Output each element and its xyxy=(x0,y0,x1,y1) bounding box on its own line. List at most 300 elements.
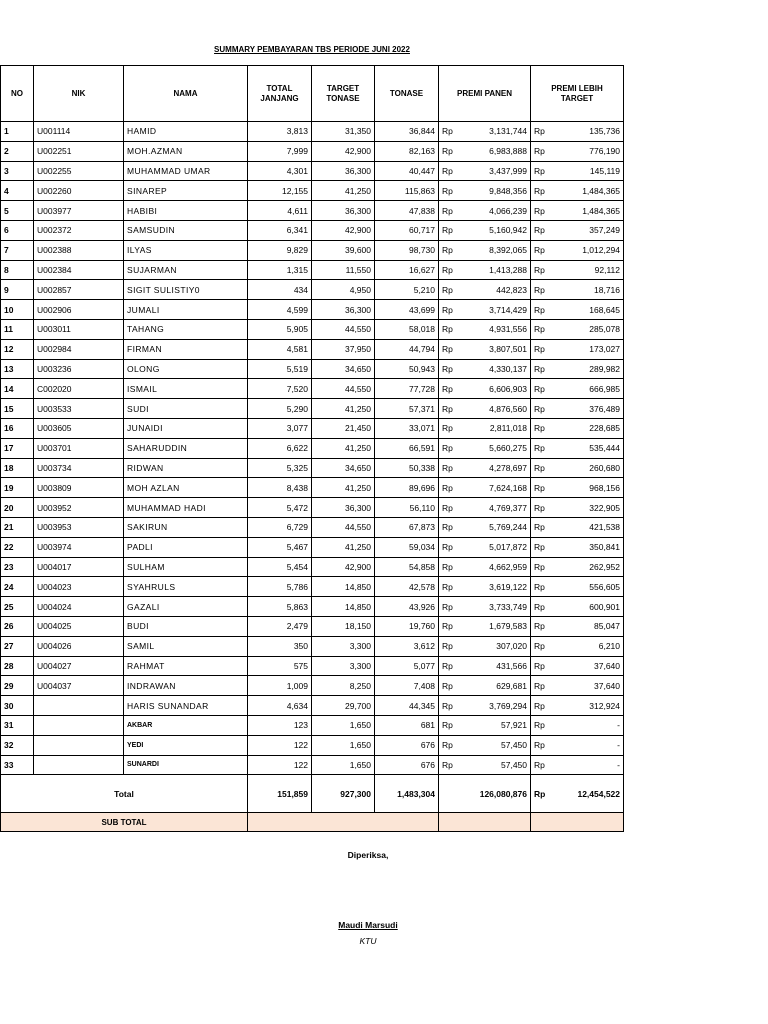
row-total-janjang: 5,905 xyxy=(248,319,312,339)
table-row xyxy=(1,319,624,339)
row-tonase: 67,873 xyxy=(375,517,439,537)
row-premi-lebih-target: 600,901 xyxy=(561,597,624,617)
row-total-janjang: 4,599 xyxy=(248,300,312,320)
row-premi-panen-currency: Rp xyxy=(439,399,469,419)
row-premi-panen: 4,662,959 xyxy=(469,557,531,577)
row-total-janjang: 7,520 xyxy=(248,379,312,399)
row-target-tonase: 42,900 xyxy=(312,557,375,577)
row-no: 27 xyxy=(1,636,34,656)
row-target-tonase: 41,250 xyxy=(312,537,375,557)
row-tonase: 77,728 xyxy=(375,379,439,399)
row-premi-panen: 8,392,065 xyxy=(469,240,531,260)
row-nik: U001114 xyxy=(34,122,124,142)
row-nik: U003977 xyxy=(34,201,124,221)
row-premi-panen: 431,566 xyxy=(469,656,531,676)
row-tonase: 59,034 xyxy=(375,537,439,557)
row-premi-panen-currency: Rp xyxy=(439,498,469,518)
row-premi-panen: 9,848,356 xyxy=(469,181,531,201)
row-total-janjang: 4,634 xyxy=(248,696,312,716)
row-tonase: 36,844 xyxy=(375,122,439,142)
row-nik: U003605 xyxy=(34,418,124,438)
row-premi-panen-currency: Rp xyxy=(439,280,469,300)
row-nama: OLONG xyxy=(124,359,248,379)
row-premi-panen: 4,769,377 xyxy=(469,498,531,518)
row-premi-lebih-currency: Rp xyxy=(531,458,561,478)
total-target-tonase: 927,300 xyxy=(312,775,375,813)
row-total-janjang: 434 xyxy=(248,280,312,300)
row-target-tonase: 34,650 xyxy=(312,458,375,478)
total-label: Total xyxy=(1,775,248,813)
row-tonase: 56,110 xyxy=(375,498,439,518)
row-nik: U004037 xyxy=(34,676,124,696)
row-tonase: 50,943 xyxy=(375,359,439,379)
row-nama: MUHAMMAD HADI xyxy=(124,498,248,518)
row-premi-lebih-currency: Rp xyxy=(531,636,561,656)
row-total-janjang: 2,479 xyxy=(248,616,312,636)
row-premi-panen-currency: Rp xyxy=(439,260,469,280)
row-total-janjang: 6,622 xyxy=(248,438,312,458)
row-nama: JUNAIDI xyxy=(124,418,248,438)
row-nik: U003533 xyxy=(34,399,124,419)
report-title: SUMMARY PEMBAYARAN TBS PERIODE JUNI 2022 xyxy=(214,45,410,54)
table-row xyxy=(1,220,624,240)
row-premi-lebih-target: 357,249 xyxy=(561,220,624,240)
row-premi-panen: 57,450 xyxy=(469,755,531,775)
row-premi-panen-currency: Rp xyxy=(439,300,469,320)
table-row xyxy=(1,557,624,577)
table-row xyxy=(1,240,624,260)
row-nama: YEDI xyxy=(124,735,248,755)
row-target-tonase: 14,850 xyxy=(312,597,375,617)
row-tonase: 7,408 xyxy=(375,676,439,696)
table-row xyxy=(1,597,624,617)
row-premi-panen-currency: Rp xyxy=(439,438,469,458)
row-target-tonase: 21,450 xyxy=(312,418,375,438)
row-premi-panen-currency: Rp xyxy=(439,339,469,359)
row-nama: SAMIL xyxy=(124,636,248,656)
row-total-janjang: 12,155 xyxy=(248,181,312,201)
row-target-tonase: 4,950 xyxy=(312,280,375,300)
row-tonase: 42,578 xyxy=(375,577,439,597)
row-no: 13 xyxy=(1,359,34,379)
row-premi-lebih-target: 260,680 xyxy=(561,458,624,478)
row-premi-lebih-target: 37,640 xyxy=(561,656,624,676)
row-premi-panen-currency: Rp xyxy=(439,755,469,775)
row-premi-lebih-currency: Rp xyxy=(531,300,561,320)
row-premi-panen: 5,769,244 xyxy=(469,517,531,537)
row-premi-lebih-currency: Rp xyxy=(531,220,561,240)
row-premi-panen-currency: Rp xyxy=(439,122,469,142)
row-nik: U003953 xyxy=(34,517,124,537)
row-premi-panen-currency: Rp xyxy=(439,458,469,478)
row-premi-panen-currency: Rp xyxy=(439,676,469,696)
row-premi-panen-currency: Rp xyxy=(439,577,469,597)
row-tonase: 44,345 xyxy=(375,696,439,716)
row-total-janjang: 4,611 xyxy=(248,201,312,221)
row-no: 29 xyxy=(1,676,34,696)
row-no: 23 xyxy=(1,557,34,577)
row-premi-lebih-target: 145,119 xyxy=(561,161,624,181)
row-total-janjang: 575 xyxy=(248,656,312,676)
row-nik: U002255 xyxy=(34,161,124,181)
row-premi-lebih-currency: Rp xyxy=(531,260,561,280)
table-row xyxy=(1,696,624,716)
row-premi-lebih-currency: Rp xyxy=(531,696,561,716)
row-premi-lebih-target: 6,210 xyxy=(561,636,624,656)
row-nama: MUHAMMAD UMAR xyxy=(124,161,248,181)
row-premi-lebih-target: 376,489 xyxy=(561,399,624,419)
table-row xyxy=(1,537,624,557)
row-nama: BUDI xyxy=(124,616,248,636)
row-premi-lebih-target: 262,952 xyxy=(561,557,624,577)
row-premi-panen-currency: Rp xyxy=(439,240,469,260)
row-target-tonase: 41,250 xyxy=(312,399,375,419)
row-tonase: 58,018 xyxy=(375,319,439,339)
row-premi-panen-currency: Rp xyxy=(439,478,469,498)
row-nama: SAMSUDIN xyxy=(124,220,248,240)
row-no: 10 xyxy=(1,300,34,320)
row-total-janjang: 5,325 xyxy=(248,458,312,478)
total-premi-lebih: 12,454,522 xyxy=(561,775,624,813)
row-nik: U004027 xyxy=(34,656,124,676)
row-premi-panen: 7,624,168 xyxy=(469,478,531,498)
row-premi-lebih-currency: Rp xyxy=(531,399,561,419)
row-nama: RAHMAT xyxy=(124,656,248,676)
row-tonase: 676 xyxy=(375,735,439,755)
row-target-tonase: 42,900 xyxy=(312,141,375,161)
row-nik: U003734 xyxy=(34,458,124,478)
row-nik: U002388 xyxy=(34,240,124,260)
row-nik: U002906 xyxy=(34,300,124,320)
row-nama: HAMID xyxy=(124,122,248,142)
row-no: 21 xyxy=(1,517,34,537)
table-row xyxy=(1,379,624,399)
row-no: 32 xyxy=(1,735,34,755)
row-premi-lebih-currency: Rp xyxy=(531,161,561,181)
row-no: 30 xyxy=(1,696,34,716)
row-target-tonase: 36,300 xyxy=(312,201,375,221)
row-nama: SIGIT SULISTIY0 xyxy=(124,280,248,300)
row-nama: JUMALI xyxy=(124,300,248,320)
row-target-tonase: 29,700 xyxy=(312,696,375,716)
row-tonase: 5,210 xyxy=(375,280,439,300)
row-target-tonase: 41,250 xyxy=(312,181,375,201)
row-total-janjang: 5,290 xyxy=(248,399,312,419)
table-row xyxy=(1,260,624,280)
row-nama: HARIS SUNANDAR xyxy=(124,696,248,716)
row-premi-lebih-currency: Rp xyxy=(531,735,561,755)
row-premi-panen-currency: Rp xyxy=(439,141,469,161)
row-nik: U002384 xyxy=(34,260,124,280)
row-nama: MOH AZLAN xyxy=(124,478,248,498)
row-nama: AKBAR xyxy=(124,715,248,735)
row-no: 31 xyxy=(1,715,34,735)
row-total-janjang: 122 xyxy=(248,735,312,755)
row-nama: PADLI xyxy=(124,537,248,557)
row-no: 24 xyxy=(1,577,34,597)
row-target-tonase: 18,150 xyxy=(312,616,375,636)
row-premi-panen-currency: Rp xyxy=(439,181,469,201)
row-premi-panen-currency: Rp xyxy=(439,636,469,656)
row-tonase: 681 xyxy=(375,715,439,735)
row-premi-panen: 5,017,872 xyxy=(469,537,531,557)
row-premi-lebih-target: 776,190 xyxy=(561,141,624,161)
header-tonase: TONASE xyxy=(375,66,439,122)
row-no: 15 xyxy=(1,399,34,419)
row-nik xyxy=(34,696,124,716)
subtotal-empty-a xyxy=(248,813,439,832)
row-premi-lebih-currency: Rp xyxy=(531,201,561,221)
row-target-tonase: 44,550 xyxy=(312,379,375,399)
row-premi-lebih-target: 85,047 xyxy=(561,616,624,636)
row-premi-panen-currency: Rp xyxy=(439,220,469,240)
row-nik: U004017 xyxy=(34,557,124,577)
row-nik: C002020 xyxy=(34,379,124,399)
total-premi-panen: 126,080,876 xyxy=(439,775,531,813)
row-tonase: 5,077 xyxy=(375,656,439,676)
table-row xyxy=(1,636,624,656)
row-premi-panen-currency: Rp xyxy=(439,359,469,379)
row-total-janjang: 123 xyxy=(248,715,312,735)
row-no: 28 xyxy=(1,656,34,676)
subtotal-label: SUB TOTAL xyxy=(1,813,248,832)
row-nama: MOH.AZMAN xyxy=(124,141,248,161)
row-nik: U002260 xyxy=(34,181,124,201)
row-premi-panen: 2,811,018 xyxy=(469,418,531,438)
row-target-tonase: 1,650 xyxy=(312,755,375,775)
row-premi-panen-currency: Rp xyxy=(439,557,469,577)
row-premi-lebih-currency: Rp xyxy=(531,597,561,617)
header-no: NO xyxy=(1,66,34,122)
row-premi-panen-currency: Rp xyxy=(439,696,469,716)
row-premi-lebih-target: 312,924 xyxy=(561,696,624,716)
row-nik xyxy=(34,735,124,755)
row-nik xyxy=(34,755,124,775)
row-nama: SAKIRUN xyxy=(124,517,248,537)
table-row xyxy=(1,755,624,775)
row-target-tonase: 3,300 xyxy=(312,656,375,676)
row-total-janjang: 5,472 xyxy=(248,498,312,518)
row-premi-lebih-currency: Rp xyxy=(531,438,561,458)
header-nama: NAMA xyxy=(124,66,248,122)
row-premi-lebih-currency: Rp xyxy=(531,418,561,438)
row-no: 5 xyxy=(1,201,34,221)
table-row xyxy=(1,280,624,300)
table-row xyxy=(1,201,624,221)
row-premi-panen: 4,066,239 xyxy=(469,201,531,221)
row-premi-lebih-target: 350,841 xyxy=(561,537,624,557)
row-nama: RIDWAN xyxy=(124,458,248,478)
table-row xyxy=(1,656,624,676)
row-nik: U004024 xyxy=(34,597,124,617)
row-premi-panen-currency: Rp xyxy=(439,597,469,617)
row-premi-panen: 3,619,122 xyxy=(469,577,531,597)
row-premi-lebih-currency: Rp xyxy=(531,141,561,161)
signer-position: KTU xyxy=(359,936,377,946)
row-total-janjang: 6,729 xyxy=(248,517,312,537)
signer-name: Maudi Marsudi xyxy=(338,920,398,930)
row-premi-lebih-target: 1,012,294 xyxy=(561,240,624,260)
row-premi-panen: 442,823 xyxy=(469,280,531,300)
row-target-tonase: 31,350 xyxy=(312,122,375,142)
row-target-tonase: 37,950 xyxy=(312,339,375,359)
row-premi-panen: 4,278,697 xyxy=(469,458,531,478)
row-premi-lebih-currency: Rp xyxy=(531,557,561,577)
row-total-janjang: 7,999 xyxy=(248,141,312,161)
row-tonase: 44,794 xyxy=(375,339,439,359)
total-row xyxy=(1,775,624,813)
table-row xyxy=(1,300,624,320)
row-nama: SUJARMAN xyxy=(124,260,248,280)
row-premi-panen-currency: Rp xyxy=(439,616,469,636)
row-target-tonase: 14,850 xyxy=(312,577,375,597)
row-tonase: 57,371 xyxy=(375,399,439,419)
row-tonase: 47,838 xyxy=(375,201,439,221)
row-target-tonase: 36,300 xyxy=(312,161,375,181)
row-total-janjang: 5,519 xyxy=(248,359,312,379)
row-tonase: 82,163 xyxy=(375,141,439,161)
row-premi-lebih-currency: Rp xyxy=(531,319,561,339)
row-no: 16 xyxy=(1,418,34,438)
row-premi-lebih-target: 18,716 xyxy=(561,280,624,300)
row-total-janjang: 5,863 xyxy=(248,597,312,617)
row-tonase: 43,699 xyxy=(375,300,439,320)
row-premi-lebih-currency: Rp xyxy=(531,478,561,498)
row-no: 2 xyxy=(1,141,34,161)
row-nama: FIRMAN xyxy=(124,339,248,359)
header-nik: NIK xyxy=(34,66,124,122)
row-target-tonase: 39,600 xyxy=(312,240,375,260)
row-premi-lebih-target: 556,605 xyxy=(561,577,624,597)
row-tonase: 33,071 xyxy=(375,418,439,438)
row-premi-lebih-target: 968,156 xyxy=(561,478,624,498)
row-target-tonase: 11,550 xyxy=(312,260,375,280)
row-tonase: 3,612 xyxy=(375,636,439,656)
row-target-tonase: 36,300 xyxy=(312,498,375,518)
row-no: 25 xyxy=(1,597,34,617)
header-target-tonase: TARGET TONASE xyxy=(312,66,375,122)
row-target-tonase: 8,250 xyxy=(312,676,375,696)
row-no: 18 xyxy=(1,458,34,478)
table-row xyxy=(1,676,624,696)
row-premi-panen: 4,931,556 xyxy=(469,319,531,339)
row-premi-panen-currency: Rp xyxy=(439,656,469,676)
row-total-janjang: 122 xyxy=(248,755,312,775)
row-premi-panen: 4,876,560 xyxy=(469,399,531,419)
row-premi-lebih-target: 135,736 xyxy=(561,122,624,142)
row-premi-lebih-target: - xyxy=(561,735,624,755)
row-no: 26 xyxy=(1,616,34,636)
row-total-janjang: 4,301 xyxy=(248,161,312,181)
table-body xyxy=(1,122,624,775)
row-premi-panen: 3,733,749 xyxy=(469,597,531,617)
row-premi-lebih-currency: Rp xyxy=(531,577,561,597)
row-total-janjang: 350 xyxy=(248,636,312,656)
row-target-tonase: 41,250 xyxy=(312,438,375,458)
row-premi-lebih-target: 228,685 xyxy=(561,418,624,438)
row-target-tonase: 1,650 xyxy=(312,715,375,735)
row-no: 6 xyxy=(1,220,34,240)
row-premi-lebih-currency: Rp xyxy=(531,379,561,399)
row-tonase: 40,447 xyxy=(375,161,439,181)
row-nama: ILYAS xyxy=(124,240,248,260)
table-row xyxy=(1,399,624,419)
table-header-row xyxy=(1,66,624,122)
row-nik: U002984 xyxy=(34,339,124,359)
row-premi-panen: 4,330,137 xyxy=(469,359,531,379)
row-premi-lebih-target: 173,027 xyxy=(561,339,624,359)
row-no: 7 xyxy=(1,240,34,260)
row-tonase: 89,696 xyxy=(375,478,439,498)
row-tonase: 54,858 xyxy=(375,557,439,577)
row-premi-panen: 57,450 xyxy=(469,735,531,755)
row-no: 8 xyxy=(1,260,34,280)
row-nik: U003952 xyxy=(34,498,124,518)
row-premi-lebih-currency: Rp xyxy=(531,755,561,775)
row-tonase: 66,591 xyxy=(375,438,439,458)
row-tonase: 115,863 xyxy=(375,181,439,201)
row-premi-lebih-currency: Rp xyxy=(531,240,561,260)
table-row xyxy=(1,122,624,142)
row-premi-lebih-target: 1,484,365 xyxy=(561,201,624,221)
row-premi-panen: 1,413,288 xyxy=(469,260,531,280)
row-total-janjang: 5,786 xyxy=(248,577,312,597)
table-row xyxy=(1,181,624,201)
row-premi-panen: 3,807,501 xyxy=(469,339,531,359)
row-target-tonase: 44,550 xyxy=(312,319,375,339)
row-tonase: 43,926 xyxy=(375,597,439,617)
row-premi-panen: 6,983,888 xyxy=(469,141,531,161)
row-no: 33 xyxy=(1,755,34,775)
row-total-janjang: 4,581 xyxy=(248,339,312,359)
row-tonase: 19,760 xyxy=(375,616,439,636)
row-no: 12 xyxy=(1,339,34,359)
row-no: 9 xyxy=(1,280,34,300)
row-premi-panen: 629,681 xyxy=(469,676,531,696)
row-total-janjang: 8,438 xyxy=(248,478,312,498)
header-total-janjang: TOTAL JANJANG xyxy=(248,66,312,122)
row-tonase: 676 xyxy=(375,755,439,775)
row-total-janjang: 6,341 xyxy=(248,220,312,240)
row-premi-panen: 57,921 xyxy=(469,715,531,735)
total-janjang: 151,859 xyxy=(248,775,312,813)
row-nama: TAHANG xyxy=(124,319,248,339)
row-no: 22 xyxy=(1,537,34,557)
row-total-janjang: 3,813 xyxy=(248,122,312,142)
row-target-tonase: 36,300 xyxy=(312,300,375,320)
row-total-janjang: 3,077 xyxy=(248,418,312,438)
subtotal-row xyxy=(1,813,624,832)
row-nama: SUDI xyxy=(124,399,248,419)
row-nik: U002372 xyxy=(34,220,124,240)
row-nik xyxy=(34,715,124,735)
row-nama: SUNARDI xyxy=(124,755,248,775)
row-target-tonase: 44,550 xyxy=(312,517,375,537)
row-total-janjang: 1,315 xyxy=(248,260,312,280)
row-premi-panen: 3,131,744 xyxy=(469,122,531,142)
row-premi-lebih-target: 421,538 xyxy=(561,517,624,537)
row-premi-lebih-target: 1,484,365 xyxy=(561,181,624,201)
row-target-tonase: 42,900 xyxy=(312,220,375,240)
row-premi-panen: 3,769,294 xyxy=(469,696,531,716)
row-no: 14 xyxy=(1,379,34,399)
row-premi-panen-currency: Rp xyxy=(439,379,469,399)
row-premi-lebih-target: 37,640 xyxy=(561,676,624,696)
payment-summary-table xyxy=(0,65,624,832)
row-no: 19 xyxy=(1,478,34,498)
row-premi-lebih-currency: Rp xyxy=(531,676,561,696)
row-premi-lebih-target: 289,982 xyxy=(561,359,624,379)
